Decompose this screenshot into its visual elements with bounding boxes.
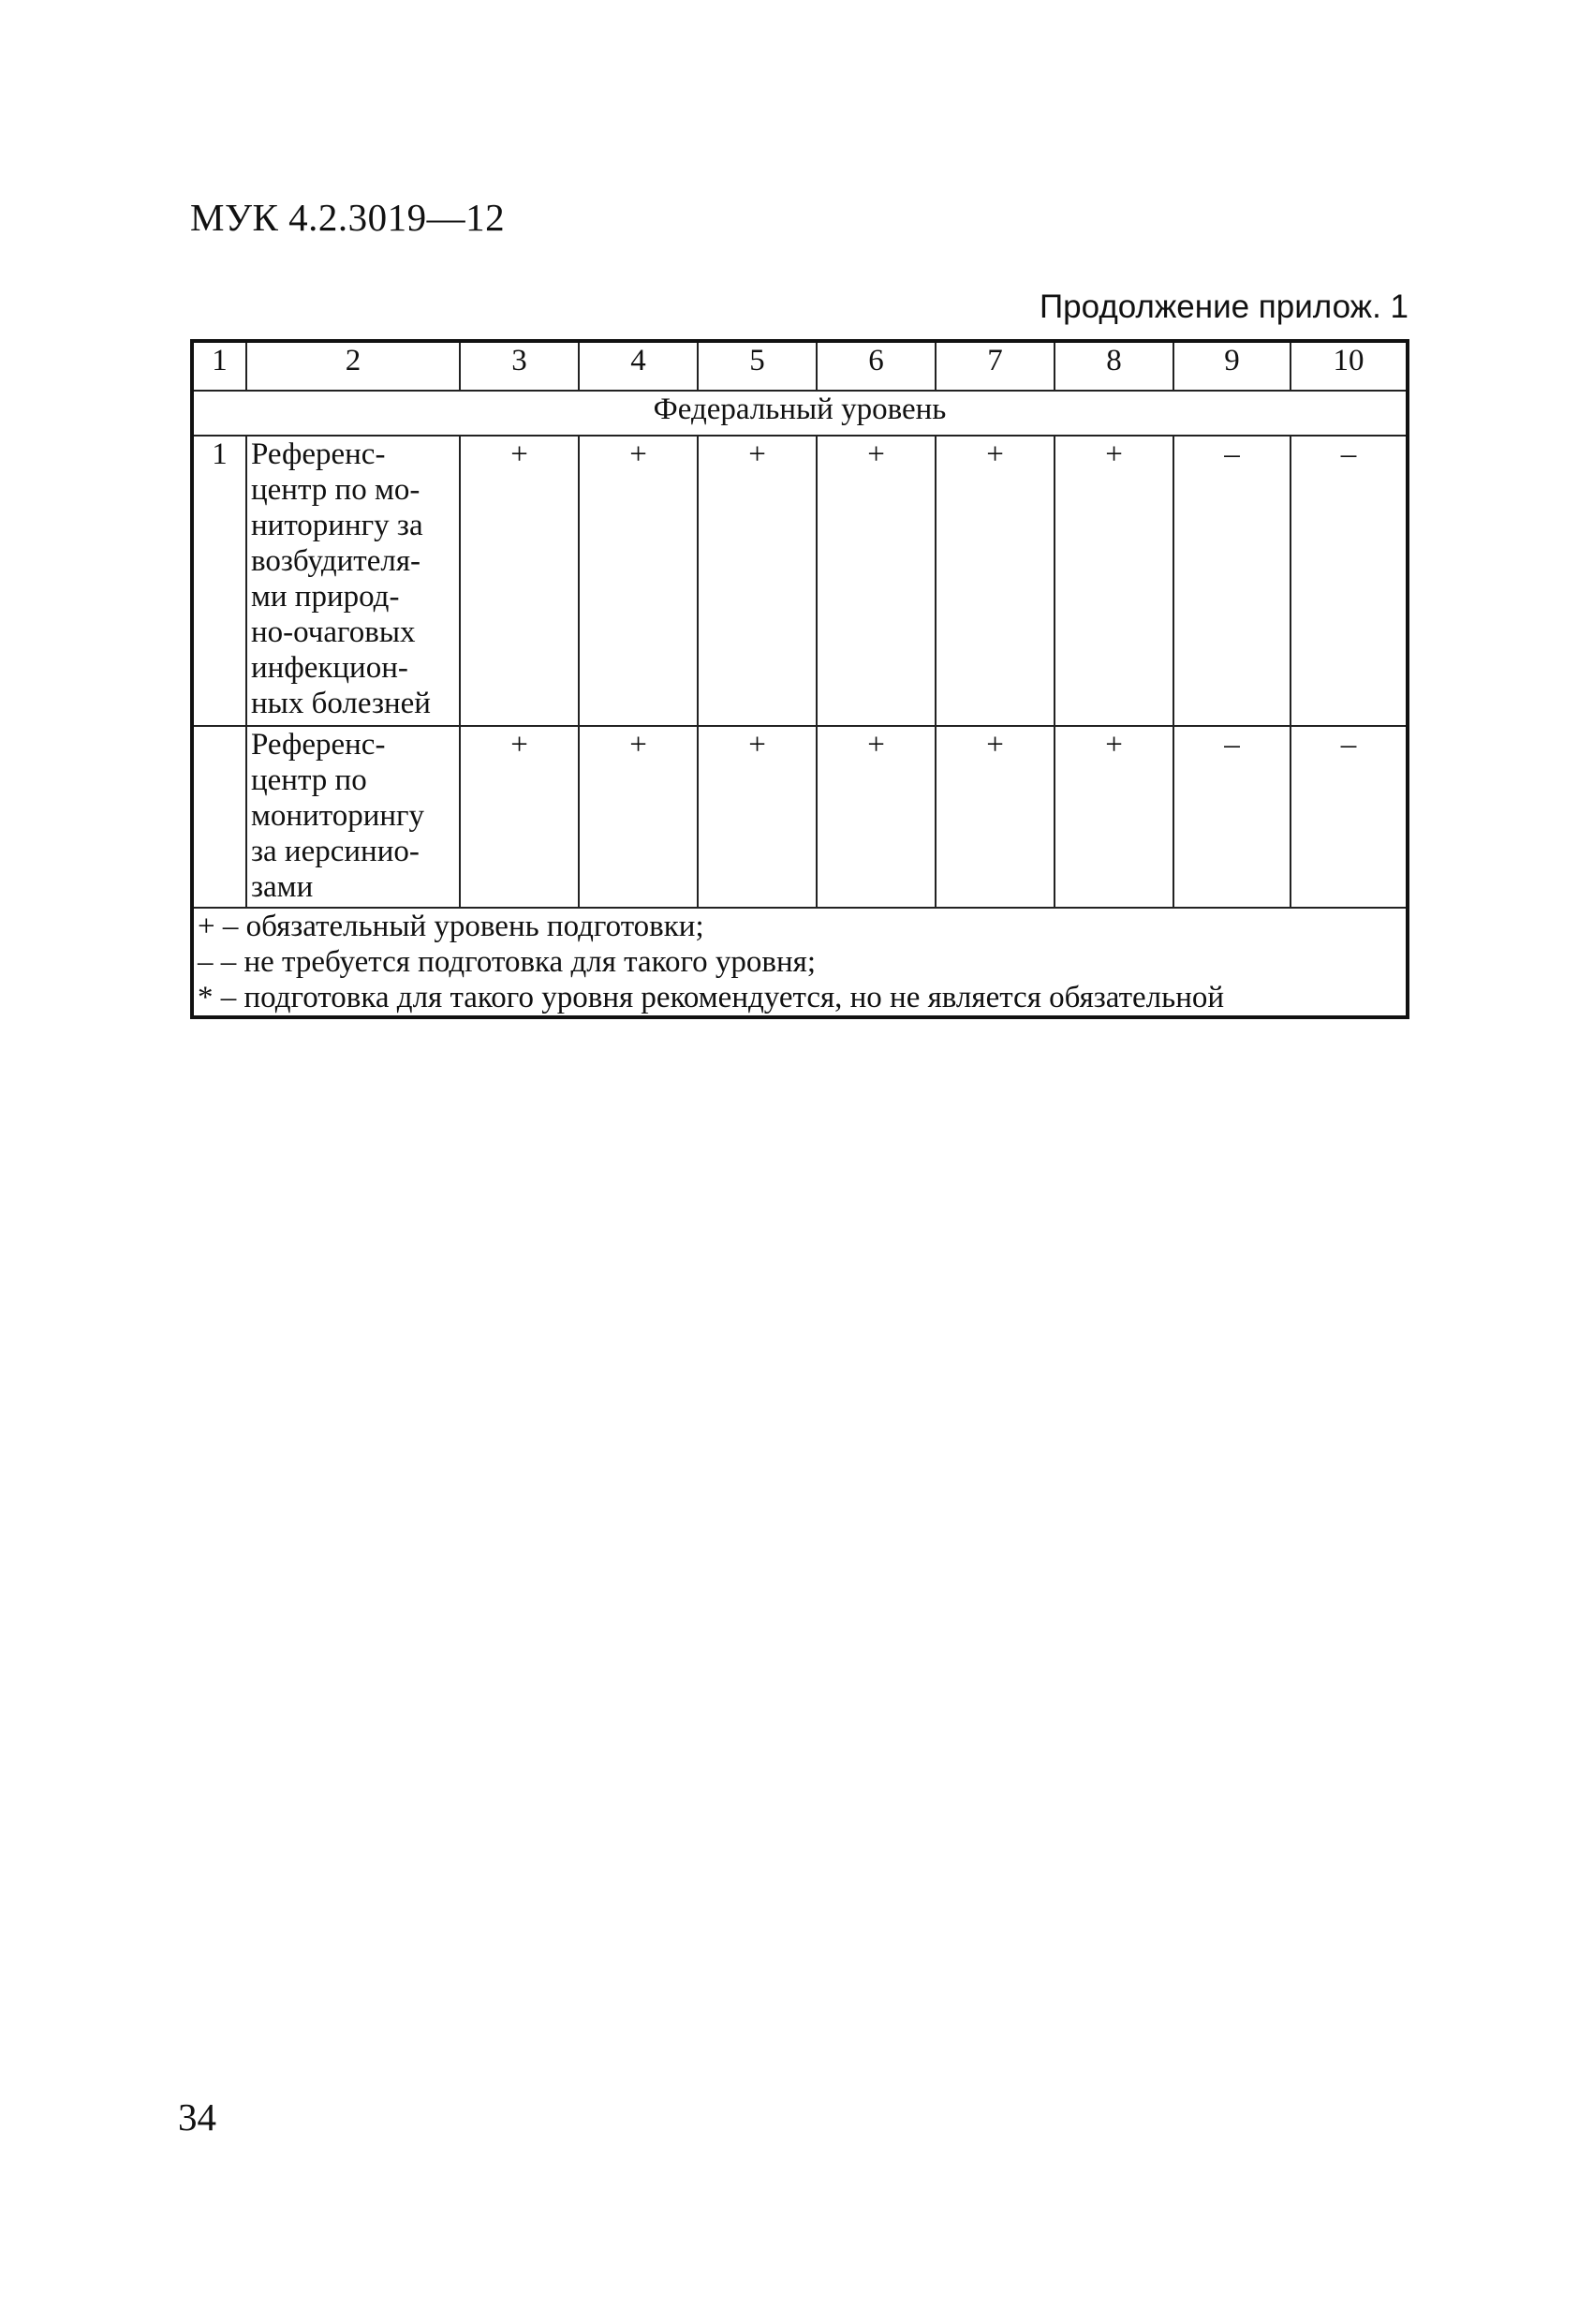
row-name-line: центр по мо- (251, 473, 420, 507)
row-name-line: но-очаговых (251, 615, 416, 649)
mark-cell: + (936, 436, 1055, 726)
row-name-line: центр по (251, 763, 367, 797)
page-number: 34 (178, 2095, 216, 2139)
row-number (192, 726, 246, 908)
mark-cell: + (579, 726, 698, 908)
mark-cell: + (1055, 436, 1173, 726)
column-header: 8 (1055, 341, 1173, 391)
table-row (192, 436, 1408, 726)
mark-cell: + (698, 726, 817, 908)
section-title: Федеральный уровень (192, 391, 1408, 436)
mark-cell: + (460, 726, 579, 908)
row-name-line: ниторингу за (251, 509, 423, 542)
mark-cell: – (1291, 436, 1408, 726)
mark-cell: – (1291, 726, 1408, 908)
legend-row (192, 908, 1408, 1017)
row-name-line: зами (251, 870, 314, 904)
mark-cell: – (1173, 726, 1291, 908)
row-number: 1 (192, 436, 246, 726)
document-code: МУК 4.2.3019—12 (190, 196, 506, 239)
column-header: 7 (936, 341, 1055, 391)
row-name-line: Референс- (251, 728, 386, 762)
row-name-line: за иерсинио- (251, 835, 420, 868)
continuation-label: Продолжение прилож. 1 (1040, 289, 1409, 325)
column-header: 2 (246, 341, 460, 391)
column-header: 6 (817, 341, 936, 391)
mark-cell: + (936, 726, 1055, 908)
legend-recommended: * – подготовка для такого уровня рекомендуется, но не является обязательной (198, 981, 1225, 1014)
mark-cell: + (1055, 726, 1173, 908)
legend (192, 908, 1408, 1017)
row-name-line: Референс- (251, 437, 386, 471)
table-row (192, 726, 1408, 908)
mark-cell: + (460, 436, 579, 726)
row-name (246, 436, 460, 726)
row-name-line: инфекцион- (251, 651, 408, 685)
row-name-line: мониторингу (251, 799, 425, 833)
column-header: 9 (1173, 341, 1291, 391)
column-number-row (192, 341, 1408, 391)
section-row (192, 391, 1408, 436)
legend-required: + – обязательный уровень подготовки; (198, 910, 704, 943)
mark-cell: + (817, 436, 936, 726)
mark-cell: – (1173, 436, 1291, 726)
mark-cell: + (698, 436, 817, 726)
row-name-line: ных болезней (251, 687, 431, 720)
mark-cell: + (817, 726, 936, 908)
legend-not-required: – – не требуется подготовка для такого уровня; (198, 945, 817, 979)
row-name-line: возбудителя- (251, 544, 421, 578)
column-header: 5 (698, 341, 817, 391)
row-name-line: ми природ- (251, 580, 400, 614)
appendix-table (190, 339, 1409, 1019)
column-header: 3 (460, 341, 579, 391)
row-name (246, 726, 460, 908)
column-header: 1 (192, 341, 246, 391)
column-header: 4 (579, 341, 698, 391)
column-header: 10 (1291, 341, 1408, 391)
mark-cell: + (579, 436, 698, 726)
